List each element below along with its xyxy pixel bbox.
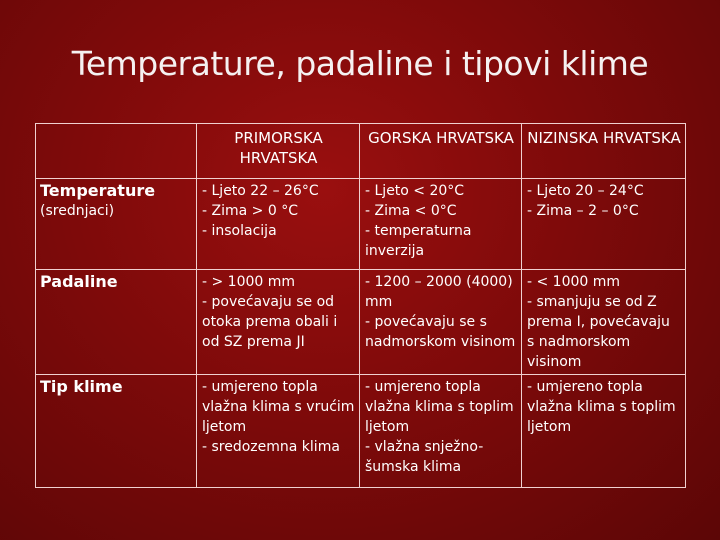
header-nizinska: NIZINSKA HRVATSKA: [522, 124, 686, 179]
table-row-tip-klime: [36, 375, 686, 488]
cell-line: - Ljeto < 20°C: [365, 183, 465, 199]
table-header-row: [36, 124, 686, 179]
table-row-temperature: [36, 179, 686, 270]
cell-line: - Zima – 2 – 0°C: [527, 203, 639, 219]
row-label: [36, 270, 197, 375]
cell-line: - < 1000 mm: [527, 274, 621, 290]
cell-line: - Zima < 0°C: [365, 203, 457, 219]
cell-nizinska: [522, 270, 686, 375]
cell-line: - 1200 – 2000 (4000) mm: [365, 274, 518, 310]
cell-primorska: [197, 179, 360, 270]
cell-gorska: [360, 375, 522, 488]
cell-line: - umjereno topla vlažna klima s vrućim ljetom: [202, 379, 359, 435]
cell-line: - > 1000 mm: [202, 274, 296, 290]
cell-line: - povećavaju se s nadmorskom visinom: [365, 314, 516, 350]
header-primorska: PRIMORSKA HRVATSKA: [197, 124, 360, 179]
cell-line: - temperaturna inverzija: [365, 223, 476, 259]
row-label-text: Tip klime: [40, 377, 123, 396]
row-label: [36, 375, 197, 488]
row-label: [36, 179, 197, 270]
cell-line: - smanjuju se od Z prema I, povećavaju s nadmorskom visinom: [527, 294, 675, 370]
cell-nizinska: [522, 375, 686, 488]
cell-line: - umjereno topla vlažna klima s toplim ljetom: [365, 379, 519, 435]
slide-title: Temperature, padaline i tipovi klime: [71, 44, 649, 83]
header-gorska: GORSKA HRVATSKA: [360, 124, 522, 179]
cell-line: - insolacija: [202, 223, 277, 239]
row-sublabel: (srednjaci): [40, 203, 115, 219]
cell-line: - sredozemna klima: [202, 439, 340, 455]
cell-nizinska: [522, 179, 686, 270]
cell-primorska: [197, 270, 360, 375]
cell-line: - Ljeto 22 – 26°C: [202, 183, 319, 199]
cell-line: - Zima > 0 °C: [202, 203, 298, 219]
table-row-padaline: [36, 270, 686, 375]
row-label-text: Temperature: [40, 181, 156, 200]
cell-line: - umjereno topla vlažna klima s toplim ljetom: [527, 379, 681, 435]
header-empty-cell: [36, 124, 197, 179]
cell-line: - povećavaju se od otoka prema obali i od SZ prema JI: [202, 294, 342, 350]
cell-line: - vlažna snježno-šumska klima: [365, 439, 484, 475]
row-label-text: Padaline: [40, 272, 118, 291]
cell-primorska: [197, 375, 360, 488]
cell-gorska: [360, 179, 522, 270]
cell-gorska: [360, 270, 522, 375]
cell-line: - Ljeto 20 – 24°C: [527, 183, 644, 199]
climate-table: [35, 123, 686, 488]
